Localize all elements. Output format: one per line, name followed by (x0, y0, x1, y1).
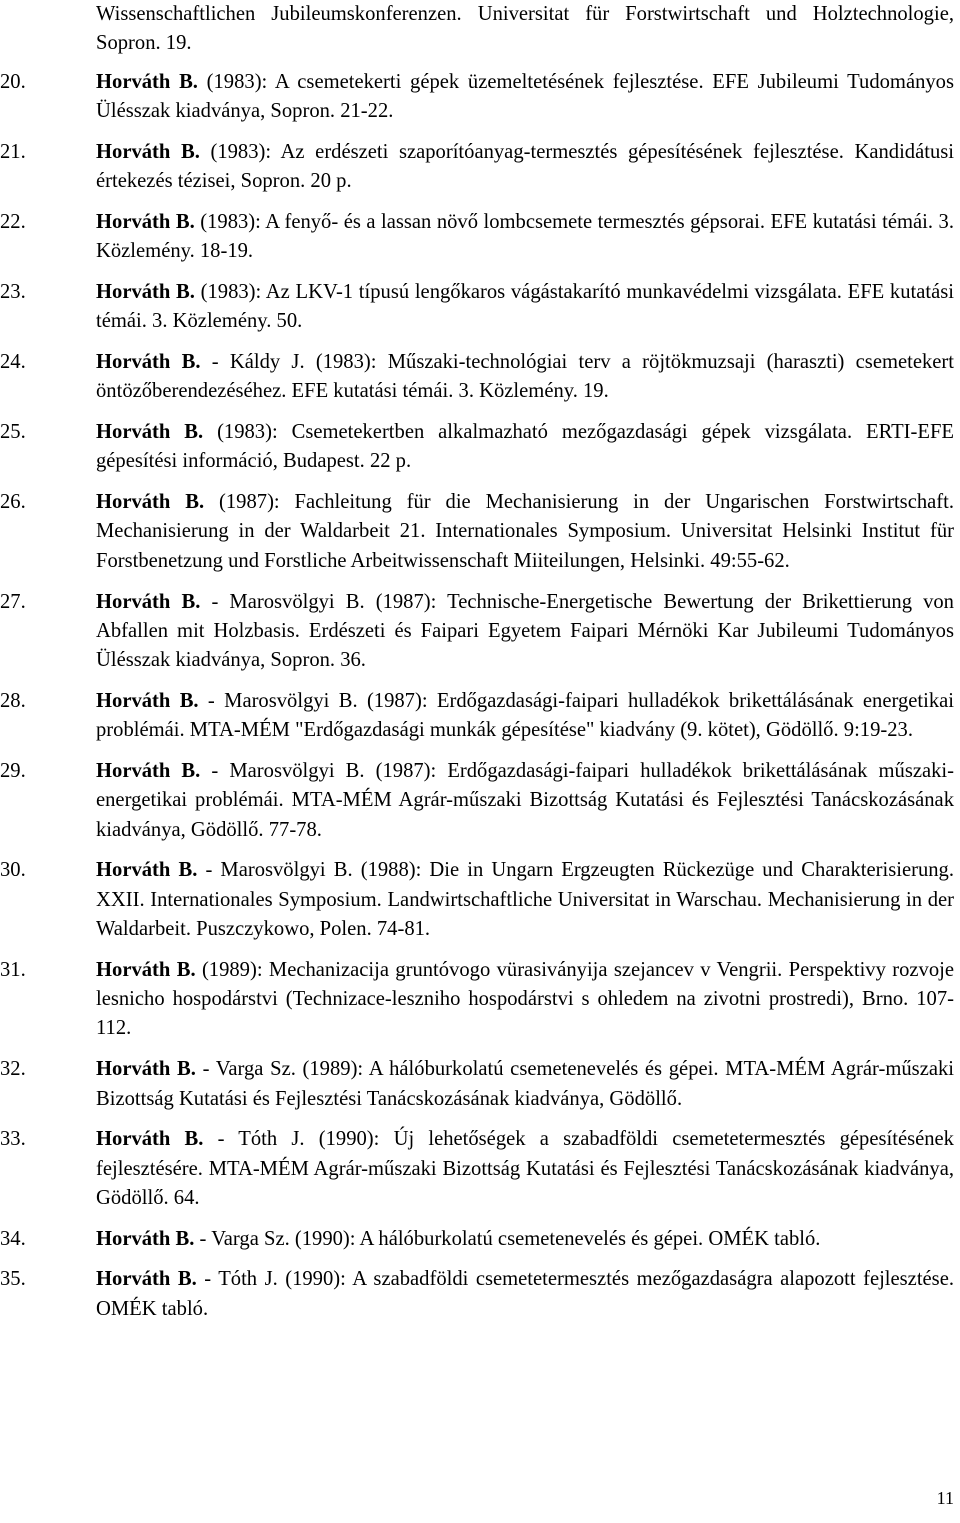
reference-text: - Marosvölgyi B. (1987): Erdőgazdasági-faipari hulladékok brikettálásának energetikai problémái. MTA-MÉM "Erdőgazdasági munkák gépesítése" kiadvány (9. kötet), Gödöllő. 9:19-23. (96, 689, 954, 742)
reference-author: Horváth B. (96, 210, 195, 233)
reference-author: Horváth B. (96, 70, 198, 93)
reference-item (0, 956, 954, 1044)
reference-author: Horváth B. (96, 590, 201, 613)
reference-text: (1983): A fenyő- és a lassan növő lombcsemete termesztés gépsorai. EFE kutatási témái. 3. Közlemény. 18-19. (96, 210, 954, 263)
reference-number: 35. (0, 1268, 26, 1291)
reference-number: 24. (0, 350, 26, 373)
reference-text: - Káldy J. (1983): Műszaki-technológiai terv a röjtökmuzsaji (haraszti) csemetekert öntözőberendezéséhez. EFE kutatási témái. 3. Közlemény. 19. (96, 350, 954, 403)
reference-item (0, 488, 954, 576)
reference-number: 28. (0, 689, 26, 712)
reference-author: Horváth B. (96, 760, 201, 783)
reference-number: 32. (0, 1058, 26, 1081)
reference-item (0, 278, 954, 337)
reference-item (0, 757, 954, 845)
reference-number: 31. (0, 958, 26, 981)
reference-number: 33. (0, 1128, 26, 1151)
page-number: 11 (936, 1488, 954, 1508)
reference-author: Horváth B. (96, 350, 201, 373)
reference-number: 20. (0, 70, 26, 93)
reference-text: - Tóth J. (1990): A szabadföldi csemetetermesztés mezőgazdaságra alapozott fejlesztése. OMÉK tabló. (96, 1268, 954, 1320)
reference-author: Horváth B. (96, 280, 195, 303)
reference-item (0, 588, 954, 676)
reference-number: 21. (0, 140, 26, 163)
reference-number: 25. (0, 421, 26, 444)
reference-text: (1983): Az LKV-1 típusú lengőkaros vágástakarító munkavédelmi vizsgálata. EFE kutatási témái. 3. Közlemény. 50. (96, 280, 954, 333)
reference-item (0, 687, 954, 746)
reference-author: Horváth B. (96, 1227, 195, 1250)
reference-item (0, 1265, 954, 1324)
reference-number: 30. (0, 859, 26, 882)
reference-number: 29. (0, 760, 26, 783)
reference-item (0, 0, 954, 59)
reference-number: 26. (0, 491, 26, 514)
reference-text: Wissenschaftlichen Jubileumskonferenzen. Universitat für Forstwirtschaft und Holztechnologie, Sopron. 19. (96, 3, 954, 55)
reference-text: (1987): Fachleitung für die Mechanisierung in der Ungarischen Forstwirtschaft. Mechanisierung in der Waldarbeit 21. Internationales Symposium. Universitat Helsinki Institut für Forstbenetzung und Forstliche Arbeitwissenschaft Miiteilungen, Helsinki. 49:55-62. (96, 491, 954, 572)
reference-text: - Varga Sz. (1990): A hálóburkolatú csemetenevelés és gépei. OMÉK tabló. (194, 1227, 821, 1250)
reference-number: 23. (0, 280, 26, 303)
reference-text: (1983): Az erdészeti szaporítóanyag-termesztés gépesítésének fejlesztése. Kandidátusi értekezés tézisei, Sopron. 20 p. (96, 140, 954, 192)
reference-item (0, 1225, 954, 1254)
reference-number: 27. (0, 590, 26, 613)
reference-number: 34. (0, 1227, 26, 1250)
reference-author: Horváth B. (96, 859, 198, 882)
reference-text: - Tóth J. (1990): Új lehetőségek a szabadföldi csemetetermesztés gépesítésének fejlesztésére. MTA-MÉM Agrár-műszaki Bizottság Kutatási és Fejlesztési Tanácskozásának kiadványa, Gödöllő. 64. (96, 1128, 954, 1209)
reference-item (0, 1125, 954, 1213)
reference-text: - Marosvölgyi B. (1987): Technische-Energetische Bewertung der Brikettierung von Abfallen mit Holzbasis. Erdészeti és Faipari Egyetem Faipari Mérnöki Kar Jubileumi Tudományos Ülésszak kiadványa, Sopron. 36. (96, 590, 954, 672)
reference-item (0, 418, 954, 477)
reference-author: Horváth B. (96, 958, 196, 981)
reference-author: Horváth B. (96, 1268, 197, 1291)
reference-number: 22. (0, 210, 26, 233)
reference-author: Horváth B. (96, 421, 204, 444)
reference-author: Horváth B. (96, 1058, 196, 1081)
reference-text: - Marosvölgyi B. (1988): Die in Ungarn Ergzeugten Rückezüge und Charakterisierung. XXII. Internationales Symposium. Landwirtschaftliche Universitat in Warschau. Mechanisierung in der Waldarbeit. Puszczykowo, Polen. 74-81. (96, 859, 954, 941)
reference-item (0, 68, 954, 127)
reference-text: (1983): Csemetekertben alkalmazható mezőgazdasági gépek vizsgálata. ERTI-EFE gépesítési információ, Budapest. 22 p. (96, 421, 954, 473)
reference-item (0, 208, 954, 267)
reference-text: (1989): Mechanizacija gruntóvogo vürasiványija szejancev v Vengrii. Perspektivy rozvoje lesnicho hospodárstvi (Technizace-lesznіho hospodárstvi s ohledem na zivotni prostredi), Brno. 107-112. (96, 958, 954, 1040)
reference-item (0, 138, 954, 197)
reference-text: - Varga Sz. (1989): A hálóburkolatú csemetenevelés és gépei. MTA-MÉM Agrár-műszaki Bizottság Kutatási és Fejlesztési Tanácskozásának kiadványa, Gödöllő. (96, 1058, 954, 1110)
reference-item (0, 1055, 954, 1114)
reference-item (0, 856, 954, 944)
reference-author: Horváth B. (96, 140, 200, 163)
reference-author: Horváth B. (96, 1128, 204, 1151)
reference-text: - Marosvölgyi B. (1987): Erdőgazdasági-faipari hulladékok brikettálásának műszaki-energetikai problémái. MTA-MÉM Agrár-műszaki Bizottság Kutatási és Fejlesztési Tanácskozásának kiadványa, Gödöllő. 77-78. (96, 760, 954, 841)
reference-item (0, 348, 954, 407)
reference-author: Horváth B. (96, 689, 199, 712)
reference-text: (1983): A csemetekerti gépek üzemeltetésének fejlesztése. EFE Jubileumi Tudományos Ülésszak kiadványa, Sopron. 21-22. (96, 70, 954, 122)
reference-author: Horváth B. (96, 491, 205, 514)
